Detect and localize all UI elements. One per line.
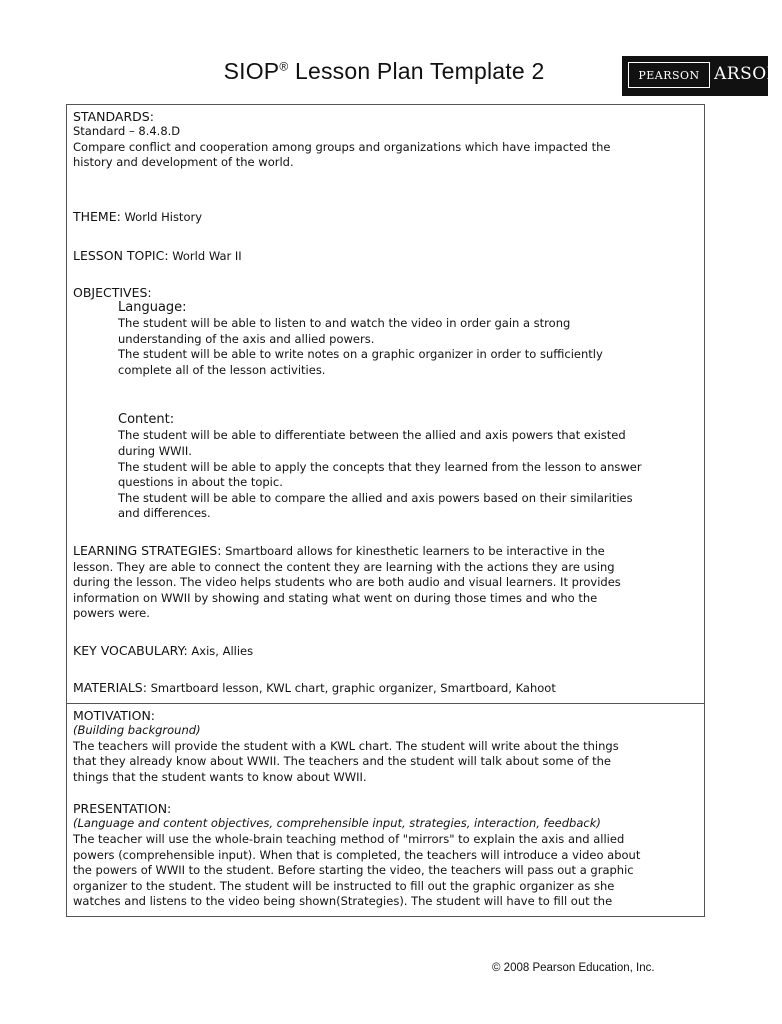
plan-overview-cell xyxy=(67,105,704,703)
presentation-line: powers (comprehensible input). When that is completed, the teachers will introduce a video about xyxy=(73,847,641,862)
topic-value: World War II xyxy=(168,249,242,264)
objectives-heading: OBJECTIVES: xyxy=(73,284,152,300)
theme-value: World History xyxy=(120,209,203,224)
language-objectives-label: Language: xyxy=(118,299,187,315)
standards-code: Standard – 8.4.8.D xyxy=(73,124,181,138)
motivation-subtitle: (Building background) xyxy=(73,723,201,737)
standards-text-line: Compare conflict and cooperation among groups and organizations which have impacted the xyxy=(73,139,611,154)
presentation-heading: PRESENTATION: xyxy=(73,801,172,817)
strategies-label: LEARNING STRATEGIES: xyxy=(73,542,222,558)
motivation-heading: MOTIVATION: xyxy=(73,708,156,723)
registered-mark: ® xyxy=(279,59,289,74)
presentation-line: organizer to the student. The student will be instructed to fill out the graphic organizer as she xyxy=(73,878,615,893)
lesson-plan-table xyxy=(66,104,705,917)
content-objective-line: The student will be able to apply the concepts that they learned from the lesson to answer xyxy=(118,459,642,474)
pearson-logo xyxy=(622,56,782,96)
strategies-line: information on WWII by showing and stating what went on during those times and who the xyxy=(73,590,598,605)
strategies-text: Smartboard allows for kinesthetic learners to be interactive in the xyxy=(221,543,605,558)
materials-label: MATERIALS: xyxy=(73,680,147,696)
title-pre: SIOP xyxy=(223,58,280,84)
content-objective-line: and differences. xyxy=(118,506,211,521)
title-post: Lesson Plan Template 2 xyxy=(288,58,545,84)
theme-label: THEME: xyxy=(73,208,121,224)
procedures-cell xyxy=(67,703,704,918)
presentation-line: watches and listens to the video being shown(Strategies). The student will have to fill out the xyxy=(73,894,613,909)
theme-row xyxy=(73,206,698,226)
language-objective-line: understanding of the axis and allied powers. xyxy=(118,331,375,346)
strategies-line: powers were. xyxy=(73,606,150,621)
content-objective-line: The student will be able to compare the allied and axis powers based on their similarities xyxy=(118,490,633,505)
vocabulary-label: KEY VOCABULARY: xyxy=(73,642,188,658)
logo-word-trailing: ARSON xyxy=(714,64,782,84)
vocabulary-row xyxy=(73,640,698,660)
presentation-line: the powers of WWII to the student. Before starting the video, the teachers will pass out a graphic xyxy=(73,863,634,878)
materials-row xyxy=(73,677,698,697)
presentation-line: The teacher will use the whole-brain teaching method of "mirrors" to explain the axis and allied xyxy=(73,831,625,846)
standards-heading: STANDARDS: xyxy=(73,109,154,124)
language-objective-line: complete all of the lesson activities. xyxy=(118,362,326,377)
content-objective-line: The student will be able to differentiate between the allied and axis powers that existed xyxy=(118,428,626,443)
topic-row xyxy=(73,245,698,265)
materials-value: Smartboard lesson, KWL chart, graphic organizer, Smartboard, Kahoot xyxy=(146,681,556,696)
vocabulary-value: Axis, Allies xyxy=(187,643,254,658)
copyright-footer: © 2008 Pearson Education, Inc. xyxy=(492,962,655,974)
topic-label: LESSON TOPIC: xyxy=(73,248,169,264)
motivation-line: that they already know about WWII. The teachers and the student will talk about some of the xyxy=(73,754,611,769)
motivation-line: things that the student wants to know about WWII. xyxy=(73,769,367,784)
strategies-first-line xyxy=(73,540,698,560)
content-objective-line: questions in about the topic. xyxy=(118,475,283,490)
content-objectives-label: Content: xyxy=(118,412,175,428)
strategies-line: lesson. They are able to connect the content they are learning with the actions they are using xyxy=(73,559,615,574)
language-objective-line: The student will be able to write notes on a graphic organizer in order to sufficiently xyxy=(118,347,603,362)
strategies-line: during the lesson. The video helps students who are both audio and visual learners. It provides xyxy=(73,575,621,590)
logo-word-boxed: PEARSON xyxy=(628,62,710,88)
presentation-subtitle: (Language and content objectives, comprehensible input, strategies, interaction, feedback) xyxy=(73,816,601,831)
language-objective-line: The student will be able to listen to and watch the video in order gain a strong xyxy=(118,315,571,330)
motivation-line: The teachers will provide the student with a KWL chart. The student will write about the things xyxy=(73,738,619,753)
content-objective-line: during WWII. xyxy=(118,443,192,458)
standards-text-line: history and development of the world. xyxy=(73,155,294,170)
